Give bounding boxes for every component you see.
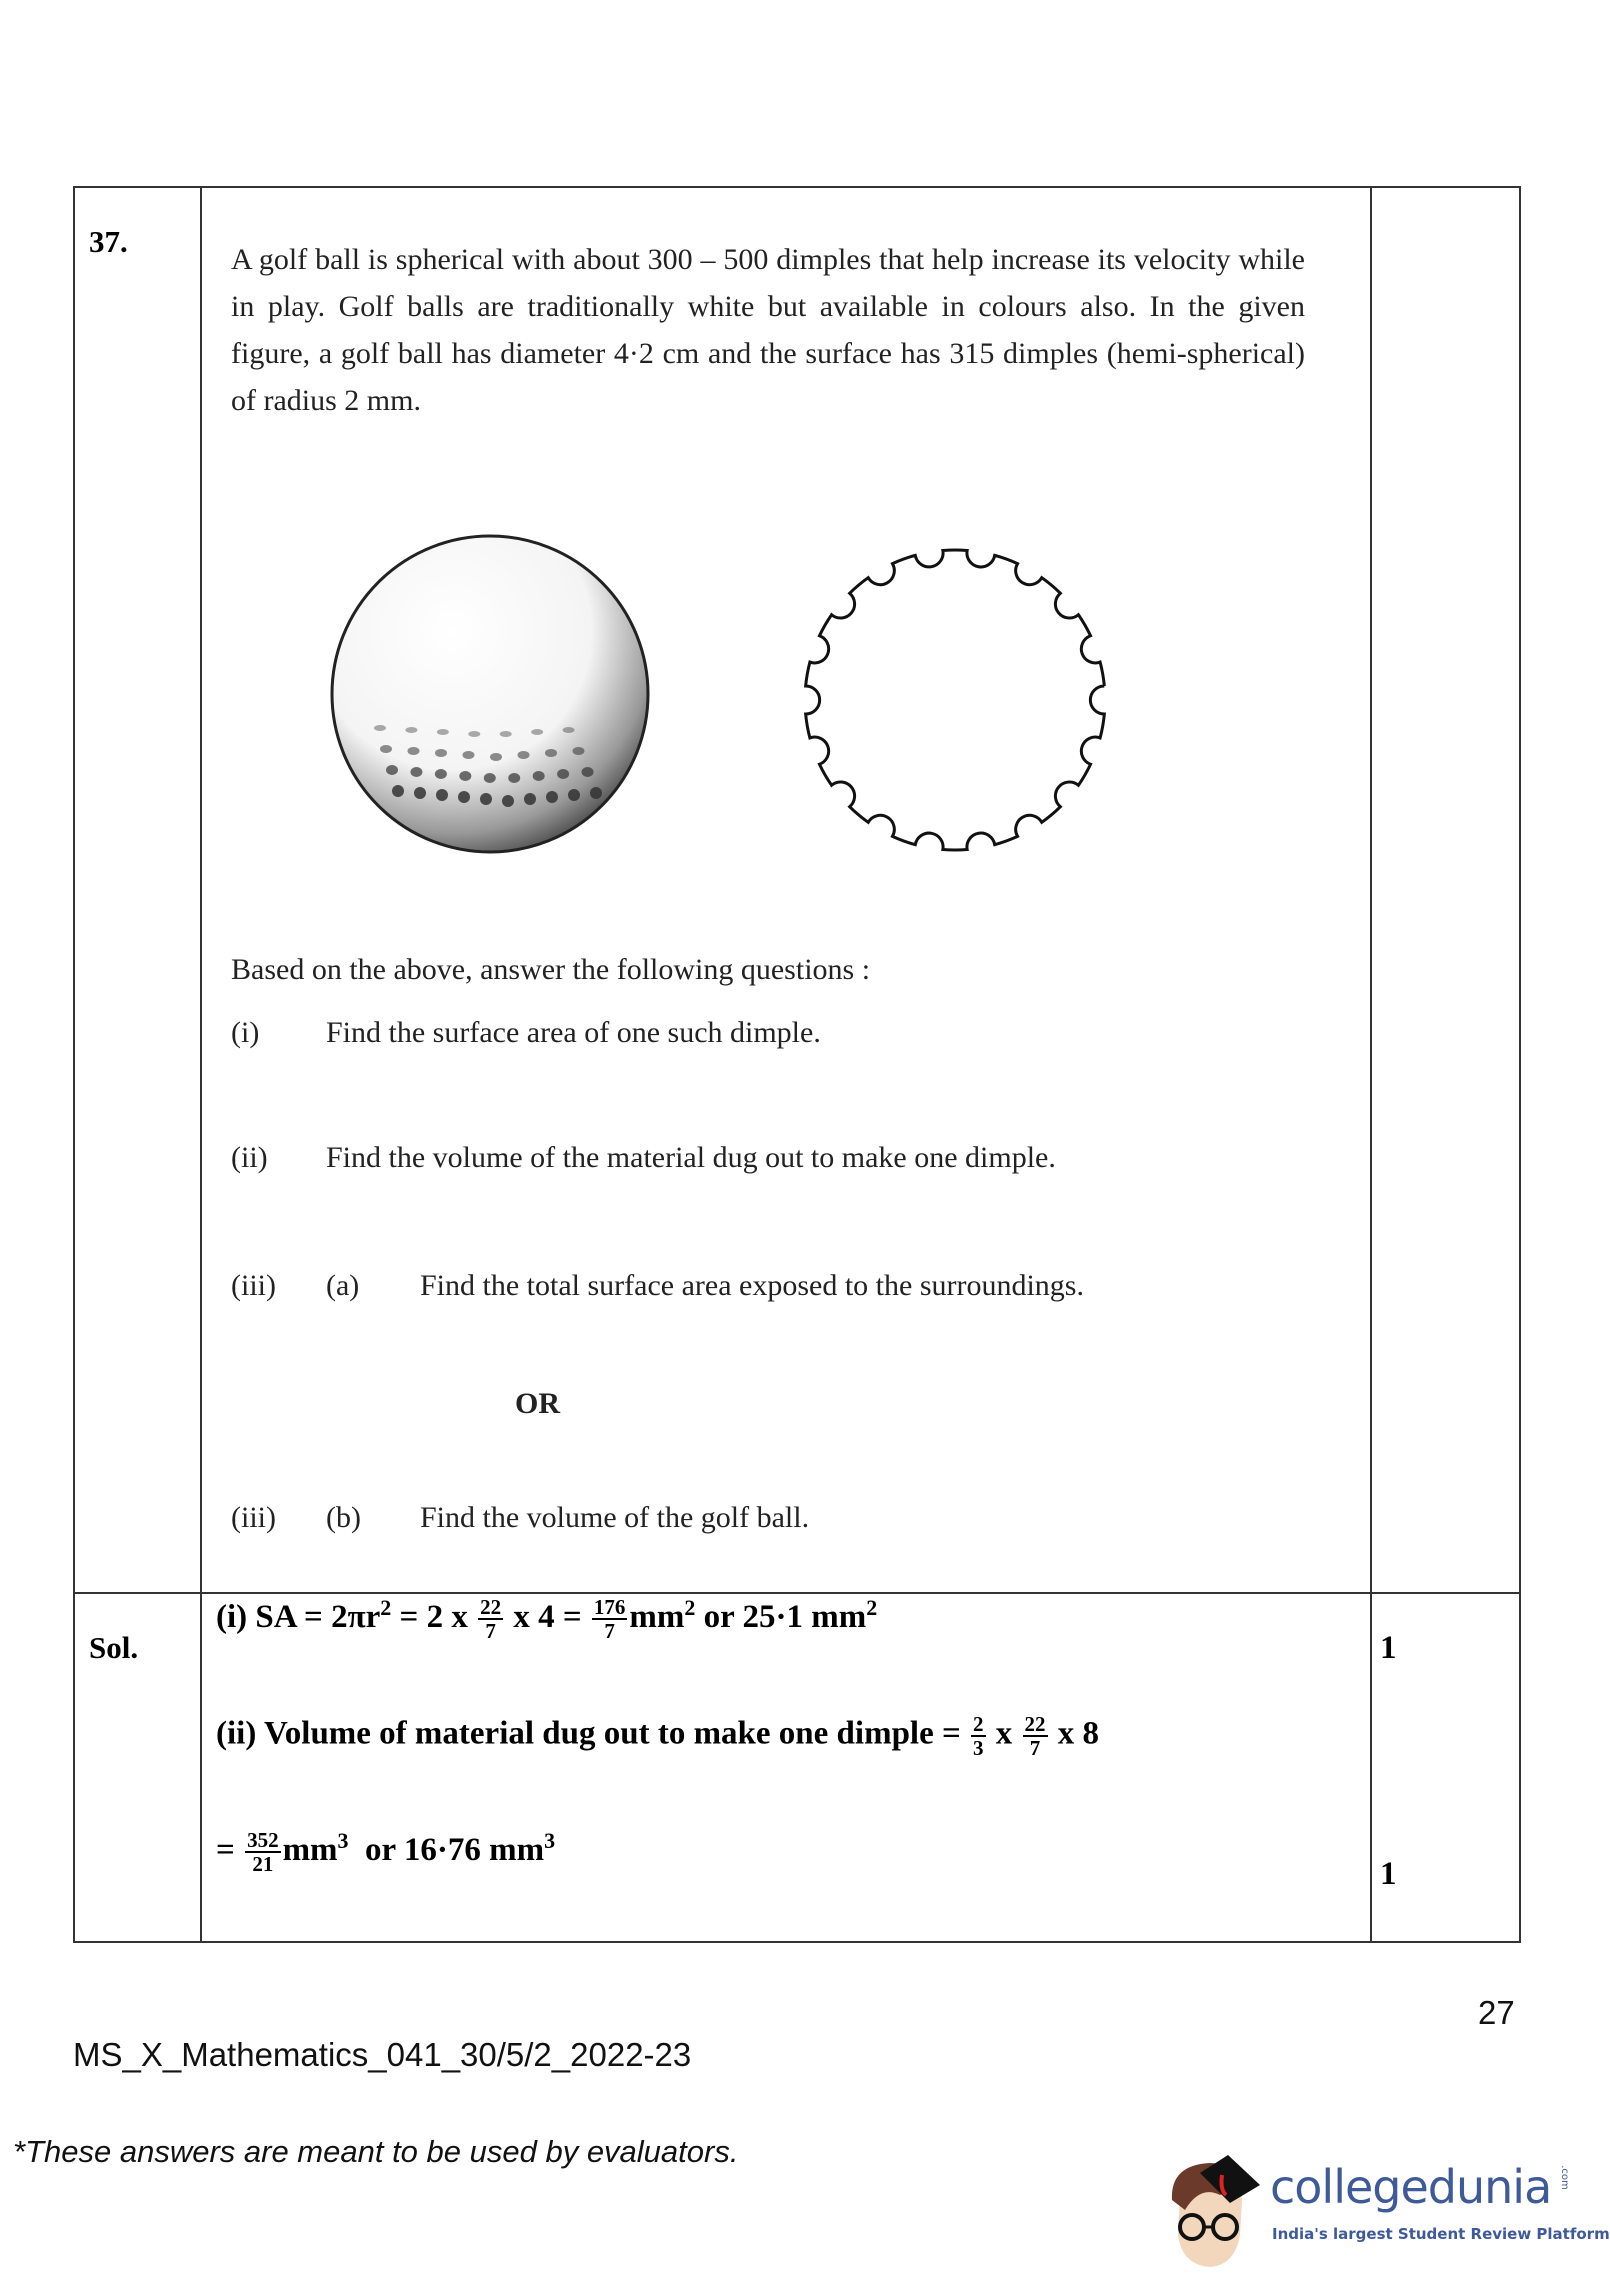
numerator: 2 (973, 1712, 984, 1736)
dimple-mark (436, 789, 448, 801)
fraction (1023, 1713, 1048, 1759)
logo-tagline: India's largest Student Review Platform (1272, 2225, 1610, 2243)
unit: mm (282, 1832, 338, 1868)
dimple-mark (437, 729, 449, 735)
logo-com: .com (1558, 2165, 1570, 2190)
part-ii-text: Find the volume of the material dug out to make one dimple. (326, 1141, 1056, 1174)
dimpled-circle-figure (790, 535, 1120, 865)
part-iii-a-text: Find the total surface area exposed to the surroundings. (420, 1269, 1084, 1302)
dimple-mark (435, 749, 447, 757)
dimple-mark (518, 751, 530, 759)
dimple-mark (374, 725, 386, 731)
part-iii-label: (iii) (231, 1501, 276, 1534)
dimple-mark (380, 745, 392, 753)
dimple-mark (408, 747, 420, 755)
text: x 8 (1049, 1715, 1100, 1752)
part-iii-b-label: (b) (326, 1501, 361, 1534)
part-iii-b-text: Find the volume of the golf ball. (420, 1501, 810, 1534)
marks-part-ii: 1 (1380, 1856, 1397, 1892)
table-col-divider (1370, 186, 1372, 1943)
dimple-mark (410, 767, 422, 777)
dimple-mark (531, 729, 543, 735)
dimple-mark (546, 791, 558, 803)
exponent: 3 (337, 1828, 349, 1853)
solution-label: Sol. (89, 1630, 139, 1665)
dimple-mark (557, 769, 569, 779)
exponent: 2 (684, 1595, 696, 1620)
fraction (245, 1829, 281, 1875)
dimple-mark (502, 795, 514, 807)
table-border-top (73, 186, 1521, 188)
denominator: 7 (604, 1619, 615, 1644)
part-iii-a-label: (a) (326, 1269, 360, 1302)
solution-part-ii (216, 1713, 1099, 1759)
dimple-mark (435, 769, 447, 779)
dimple-mark (573, 747, 585, 755)
dimple-mark (563, 727, 575, 733)
question-paragraph: A golf ball is spherical with about 300 – 500 dimples that help increase its velocity while in play. Golf balls are traditionally white but available in colours also. In the given figure, a golf ball has diameter 4·2 cm and the surface has 315 dimples (hemi-spherical) of radius 2 mm. (231, 243, 1305, 417)
denominator: 21 (252, 1852, 274, 1877)
exponent: 2 (380, 1595, 392, 1620)
dimple-mark (484, 773, 496, 783)
dimple-mark (545, 749, 557, 757)
dimple-mark (533, 771, 545, 781)
text: x 4 = (505, 1599, 590, 1635)
dimple-mark (392, 785, 404, 797)
part-ii-label: (ii) (231, 1141, 268, 1174)
marks-part-i: 1 (1380, 1630, 1397, 1666)
dimple-mark (459, 771, 471, 781)
dimple-mark (582, 767, 594, 777)
dimple-mark (405, 727, 417, 733)
or-label: OR (515, 1387, 560, 1420)
denominator: 7 (485, 1619, 496, 1644)
sa-formula: (i) SA = 2πr (216, 1599, 381, 1635)
dimple-mark (590, 787, 602, 799)
table-row-divider (73, 1592, 1521, 1594)
table-border-bottom (73, 1941, 1521, 1943)
page-number: 27 (1478, 1994, 1515, 2031)
text: = 2 x (391, 1599, 477, 1635)
unit: mm (629, 1599, 685, 1635)
dimple-mark (463, 751, 475, 759)
table-border-right (1519, 186, 1521, 1943)
mascot-icon (1160, 2155, 1260, 2270)
dimple-mark (500, 731, 512, 737)
solution-part-i (216, 1595, 877, 1642)
document-code: MS_X_Mathematics_041_30/5/2_2022-23 (73, 2036, 692, 2073)
numerator: 176 (593, 1595, 626, 1620)
dimple-mark (458, 791, 470, 803)
fraction (592, 1596, 628, 1642)
dimple-mark (468, 731, 480, 737)
text: or 16·76 mm (348, 1832, 545, 1868)
text: = (216, 1832, 244, 1868)
dimple-mark (490, 753, 502, 761)
dimple-mark (508, 773, 520, 783)
questions-intro: Based on the above, answer the following questions : (231, 953, 871, 986)
dimple-mark (568, 789, 580, 801)
numerator: 352 (247, 1828, 279, 1853)
fraction (478, 1596, 503, 1642)
logo-wordmark: collegedunia (1270, 2160, 1552, 2214)
table-border-left (73, 186, 75, 1943)
collegedunia-logo (1160, 2150, 1610, 2275)
text: (ii) Volume of material dug out to make one dimple = (216, 1715, 970, 1752)
question-number: 37. (89, 224, 128, 259)
exponent: 2 (866, 1595, 878, 1620)
denominator: 3 (973, 1736, 984, 1760)
text: x (987, 1715, 1021, 1752)
numerator: 22 (1024, 1712, 1046, 1736)
exponent: 3 (544, 1828, 556, 1853)
part-i-label: (i) (231, 1016, 260, 1049)
dimple-mark (524, 793, 536, 805)
part-i-text: Find the surface area of one such dimple. (326, 1016, 821, 1049)
dimple-mark (414, 787, 426, 799)
numerator: 22 (480, 1595, 502, 1620)
text: or 25·1 mm (695, 1599, 867, 1635)
part-iii-label: (iii) (231, 1269, 276, 1302)
evaluator-note: *These answers are meant to be used by evaluators. (13, 2134, 739, 2169)
dimple-mark (386, 765, 398, 775)
dimple-mark (480, 793, 492, 805)
fraction (971, 1713, 986, 1759)
table-col-divider (200, 186, 202, 1943)
golf-ball-figure (320, 520, 660, 860)
denominator: 7 (1029, 1736, 1041, 1760)
solution-part-ii-result (216, 1828, 555, 1875)
